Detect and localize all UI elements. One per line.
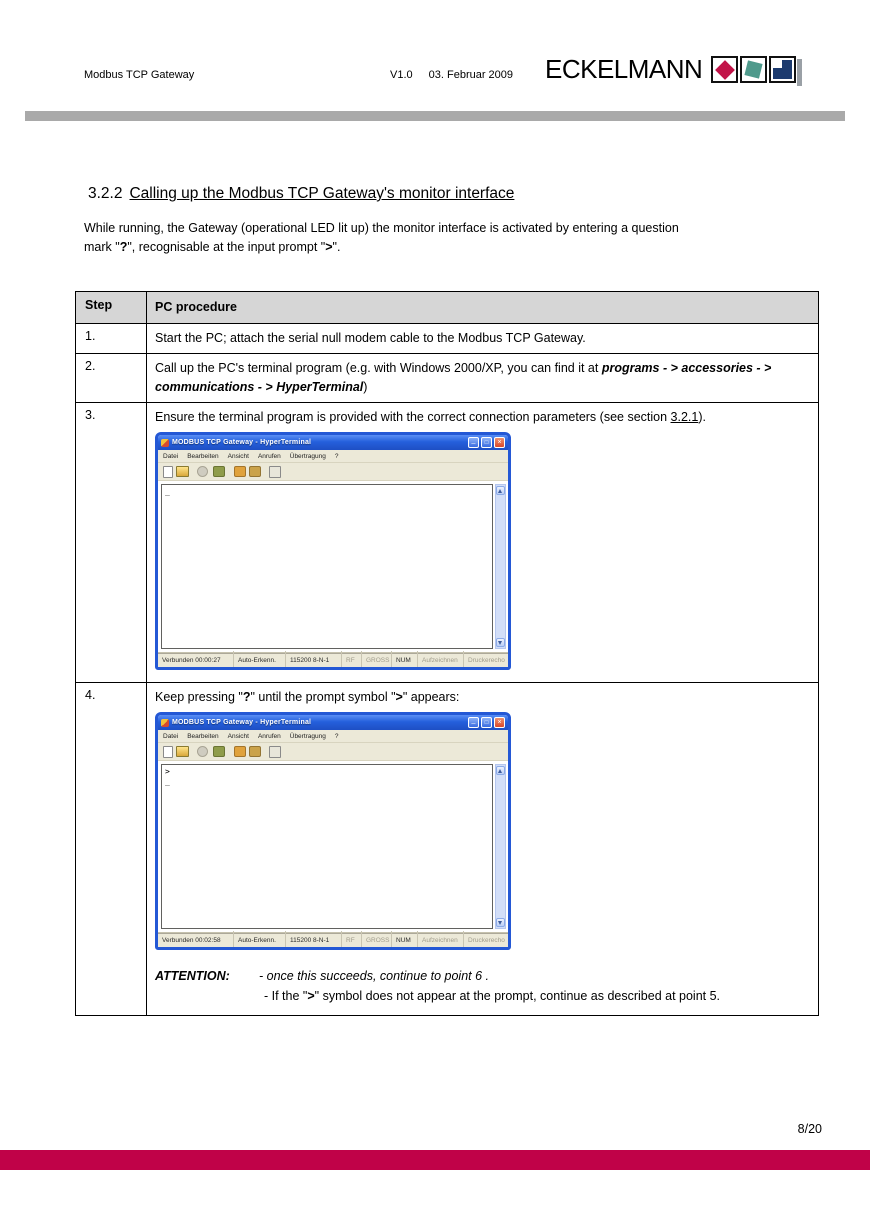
menu-bearbeiten[interactable]: Bearbeiten [187,452,219,460]
table-row [76,402,818,682]
status-caps: GROSS [362,651,392,670]
menu-ansicht[interactable]: Ansicht [227,452,249,460]
logo-wordmark: ECKELMANN [545,54,703,84]
maximize-button[interactable] [481,437,492,448]
send-icon[interactable] [234,466,246,477]
attention-line2-post: " symbol does not appear at the prompt, continue as described at point 5. [314,989,721,1003]
new-icon[interactable] [163,466,173,478]
minimize-button[interactable] [468,717,479,728]
step-number: 3. [85,408,96,422]
menu-uebertragung[interactable]: Übertragung [289,452,326,460]
vertical-scrollbar[interactable] [495,764,506,929]
logo-mark [709,56,796,83]
terminal-text-area[interactable] [161,484,493,649]
disconnect-icon[interactable] [197,746,208,757]
header-divider-bar [25,111,845,121]
step-number: 4. [85,688,96,702]
window-title: MODBUS TCP Gateway - HyperTerminal [172,719,312,726]
toolbar [158,743,508,761]
status-connected: Verbunden 00:00:27 [158,651,234,670]
send-icon[interactable] [234,746,246,757]
section-number: 3.2.2 [88,185,123,202]
prompt-glyph: > [395,690,403,704]
status-baud: 115200 8-N-1 [286,651,342,670]
minimize-button[interactable] [468,437,479,448]
procedure-table [75,291,819,1016]
version-date [390,69,513,81]
hyperterminal-app-icon [161,719,169,727]
table-row [76,353,818,402]
properties-icon[interactable] [269,466,281,478]
column-header-procedure: PC procedure [146,292,818,323]
menu-bar [158,450,508,463]
step-text [146,354,818,402]
status-autodetect: Auto-Erkenn. [234,931,286,950]
hyperterminal-window-1 [155,432,511,670]
logo-shadow [797,59,802,86]
status-autodetect: Auto-Erkenn. [234,651,286,670]
table-header-row [76,292,818,323]
version-label: V1.0 [390,69,413,81]
status-num: NUM [392,651,418,670]
close-button[interactable] [494,717,505,728]
step-text [146,403,818,682]
intro-line2-mid: ", recognisable at the input prompt " [127,240,326,254]
menu-bearbeiten[interactable]: Bearbeiten [187,732,219,740]
new-icon[interactable] [163,746,173,758]
scroll-down-icon[interactable] [496,918,505,927]
status-capture: Aufzeichnen [418,651,464,670]
step2-text-end: ) [363,380,368,394]
step-text: Start the PC; attach the serial null modem cable to the Modbus TCP Gateway. [146,324,818,353]
attention-line-1: - once this succeeds, continue to point 6 . [259,969,489,983]
status-rf: RF [342,931,362,950]
prompt-glyph: > [325,240,333,254]
call-icon[interactable] [213,746,225,757]
eckelmann-logo [545,53,802,86]
step3-text: Ensure the terminal program is provided with the correct connection parameters (see section [155,410,671,424]
step-text [146,683,818,1015]
step4-text-end: " appears: [402,690,460,704]
step3-text-end: ). [698,410,706,424]
status-capture: Aufzeichnen [418,931,464,950]
status-printecho: Druckerecho [468,937,505,944]
attention-line-2 [259,986,720,1006]
status-baud: 115200 8-N-1 [286,931,342,950]
intro-line2: mark " [84,240,120,254]
section-3-2-1-link[interactable]: 3.2.1 [670,410,699,424]
table-row [76,323,818,353]
open-icon[interactable] [176,746,189,757]
menu-datei[interactable]: Datei [163,732,179,740]
hyperterminal-window-2 [155,712,511,950]
menu-datei[interactable]: Datei [163,452,179,460]
question-mark-glyph: ? [242,690,251,704]
attention-line2-pre: - If the " [264,989,308,1003]
page-number: 8/20 [797,1122,822,1136]
terminal-line [165,497,492,507]
prompt-glyph: > [307,989,315,1003]
properties-icon[interactable] [269,746,281,758]
status-bar [158,933,508,947]
intro-line1: While running, the Gateway (operational LED lit up) the monitor interface is activated by entering a question [84,221,679,235]
status-num: NUM [392,931,418,950]
terminal-line: > [165,767,170,776]
menu-anrufen[interactable]: Anrufen [257,452,281,460]
menu-uebertragung[interactable]: Übertragung [289,732,326,740]
section-heading [88,185,514,203]
menu-bar [158,730,508,743]
call-icon[interactable] [213,466,225,477]
receive-icon[interactable] [249,466,261,477]
logo-navy-square-icon [769,56,796,83]
section-title: Calling up the Modbus TCP Gateway's monitor interface [129,185,515,202]
scroll-up-icon[interactable] [496,486,505,495]
window-title: MODBUS TCP Gateway - HyperTerminal [172,439,312,446]
status-connected: Verbunden 00:02:58 [158,931,234,950]
status-caps: GROSS [362,931,392,950]
document-title: Modbus TCP Gateway [84,69,195,81]
menu-help[interactable]: ? [334,452,339,460]
attention-label: ATTENTION: [155,969,230,983]
step4-text: Keep pressing " [155,690,243,704]
terminal-client-area [158,481,508,653]
question-mark-glyph: ? [119,240,128,254]
table-row [76,682,818,1015]
step2-text: Call up the PC's terminal program (e.g. with Windows 2000/XP, you can find it at [155,361,602,375]
date-label: 03. Februar 2009 [428,69,514,81]
hyperterminal-app-icon [161,439,169,447]
step-number: 1. [85,329,96,343]
menu-ansicht[interactable]: Ansicht [227,732,249,740]
receive-icon[interactable] [249,746,261,757]
menu-help[interactable]: ? [334,732,339,740]
attention-note [155,966,810,1006]
status-rf: RF [342,651,362,670]
scroll-down-icon[interactable] [496,638,505,647]
disconnect-icon[interactable] [197,466,208,477]
vertical-scrollbar[interactable] [495,484,506,649]
intro-paragraph [84,219,804,257]
footer-accent-bar [0,1150,870,1170]
step-number: 2. [85,359,96,373]
intro-line2-end: ". [332,240,341,254]
status-printecho: Druckerecho [468,657,505,664]
step4-text-mid: " until the prompt symbol " [250,690,396,704]
column-header-step: Step [85,298,113,312]
status-bar [158,653,508,667]
terminal-text-area[interactable] [161,764,493,929]
logo-diamond-icon [711,56,738,83]
terminal-client-area [158,761,508,933]
terminal-line: _ [165,487,170,496]
menu-anrufen[interactable]: Anrufen [257,732,281,740]
open-icon[interactable] [176,466,189,477]
maximize-button[interactable] [481,717,492,728]
terminal-line: _ [165,777,170,786]
close-button[interactable] [494,437,505,448]
menu-path-text: programs - > accessories - > communications - > HyperTerminal [155,361,772,394]
scroll-up-icon[interactable] [496,766,505,775]
toolbar [158,463,508,481]
logo-teal-square-icon [740,56,767,83]
